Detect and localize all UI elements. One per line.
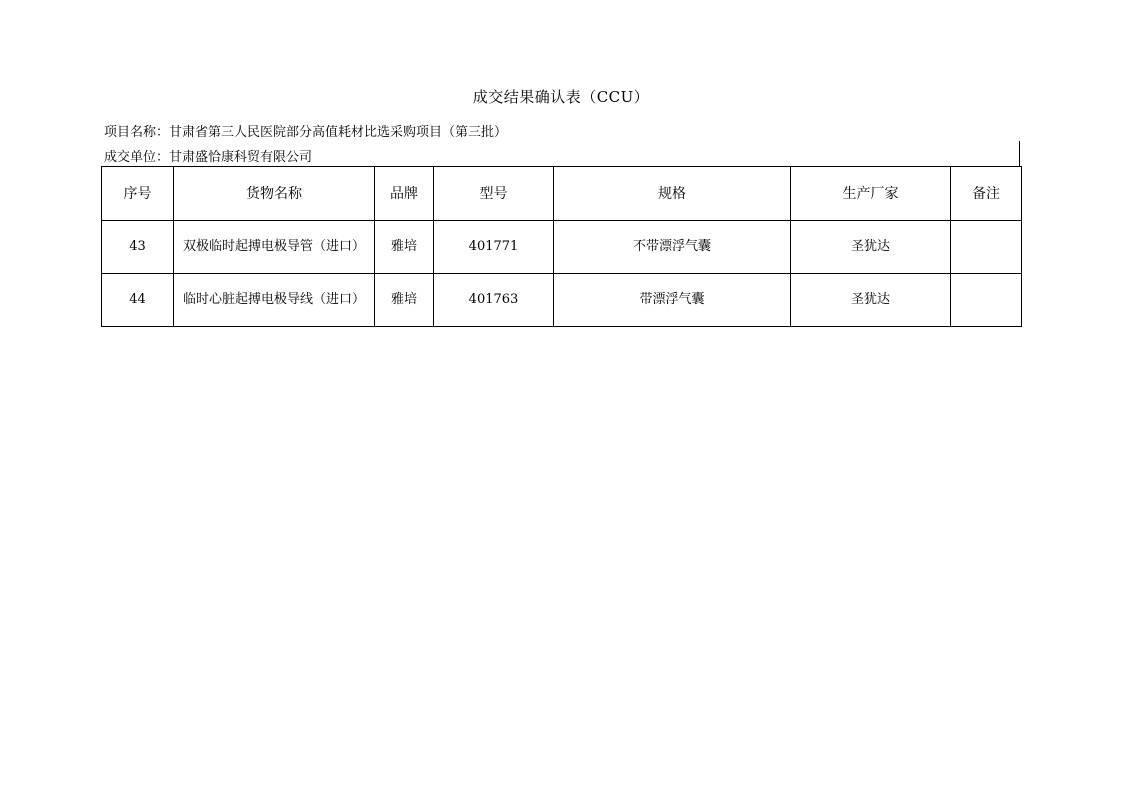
result-table (101, 166, 1022, 327)
cell-remark (951, 274, 1022, 327)
header-brand: 品牌 (375, 167, 434, 221)
project-name-line: 项目名称：甘肃省第三人民医院部分高值耗材比选采购项目（第三批） (104, 125, 508, 140)
cell-spec: 带漂浮气囊 (554, 274, 791, 327)
cell-manufacturer: 圣犹达 (791, 221, 951, 274)
cell-goods-name: 双极临时起搏电极导管（进口） (174, 221, 375, 274)
table-border-tick (1019, 141, 1020, 167)
cell-manufacturer: 圣犹达 (791, 274, 951, 327)
header-seq: 序号 (102, 167, 174, 221)
cell-model: 401771 (434, 221, 554, 274)
table-row (102, 221, 1022, 274)
cell-spec: 不带漂浮气囊 (554, 221, 791, 274)
header-manufacturer: 生产厂家 (791, 167, 951, 221)
supplier-line: 成交单位：甘肃盛恰康科贸有限公司 (104, 150, 313, 165)
cell-seq: 43 (102, 221, 174, 274)
cell-seq: 44 (102, 274, 174, 327)
cell-goods-name: 临时心脏起搏电极导线（进口） (174, 274, 375, 327)
header-goods-name: 货物名称 (174, 167, 375, 221)
header-row (102, 167, 1022, 221)
cell-brand: 雅培 (375, 274, 434, 327)
cell-model: 401763 (434, 274, 554, 327)
cell-brand: 雅培 (375, 221, 434, 274)
header-model: 型号 (434, 167, 554, 221)
cell-remark (951, 221, 1022, 274)
header-spec: 规格 (554, 167, 791, 221)
table-row (102, 274, 1022, 327)
header-remark: 备注 (951, 167, 1022, 221)
document-title: 成交结果确认表（CCU） (472, 88, 650, 106)
